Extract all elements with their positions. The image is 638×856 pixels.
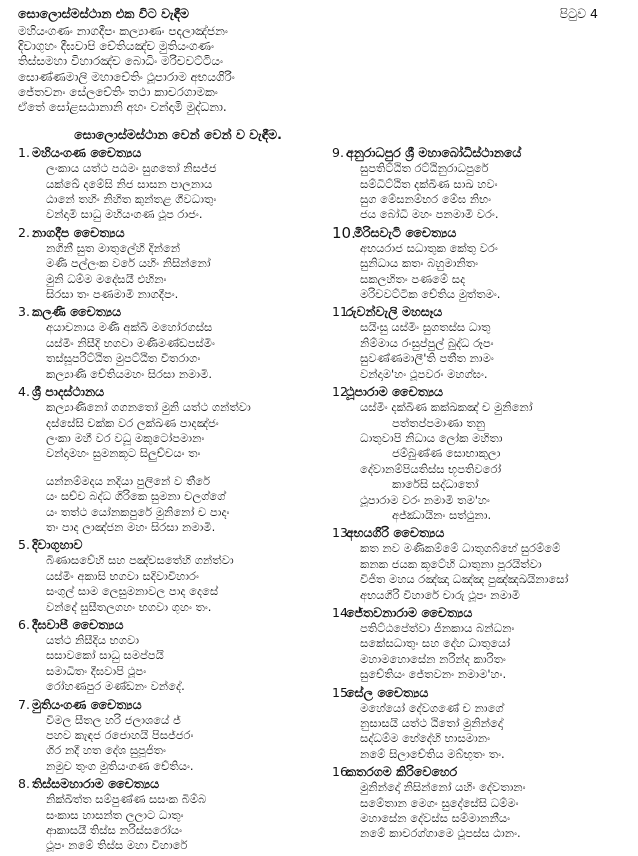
verse-line: යං සච්ච බද්ධ ගිරිකෙ සුමනා චලග්ගේ — [46, 489, 226, 504]
verse-line: යං තත්ථ යෝනකපුරේ මුනිනෝ ච පාදං — [46, 504, 230, 519]
temple-heading — [332, 525, 624, 541]
temple-number: 16. — [332, 764, 352, 780]
temple-entry — [332, 605, 624, 683]
temple-number: 4. — [18, 384, 30, 400]
verse-line: සසාවකෝ සාධු සමප්පයි — [46, 648, 164, 663]
verse-line: අභයරාජ සධාතුක කේතු වරං — [360, 240, 498, 255]
verse-line: කාරේසි සද්ධාතෝ — [392, 477, 479, 492]
verse-line: සමාධිතං දීඝවාපි ථූපං — [46, 663, 147, 678]
temple-number: 1. — [18, 145, 30, 161]
temple-heading — [18, 384, 326, 400]
temple-number: 10. — [332, 223, 356, 242]
two-column-body — [18, 145, 624, 856]
verse-line: ථූපාරාම වරං නමාමි තම'හං — [360, 492, 490, 507]
verse-line: සංකාස හාසන්ත ලලාට ධාතුං — [46, 807, 184, 822]
verse-line: පහව කැඳජ රජොහයි පිසජ්ජරං — [46, 728, 194, 742]
verse-line: ජම්බුණ්ණ සොභාකුලා — [392, 446, 501, 461]
temple-name: තිස්සමහාරාම චෛත්‍යය — [32, 776, 160, 792]
verse-line: අජ්ඣායිනං සත්ථුනා. — [392, 507, 492, 522]
temple-number: 14. — [332, 604, 352, 620]
temple-heading — [18, 537, 326, 553]
verse-line: මහේයෝ දේවගණේ ච නාගේ — [360, 700, 504, 715]
temple-heading — [18, 697, 326, 713]
temple-entry — [18, 617, 326, 695]
verse-line: ගිර නදී හත දේශ සුපූජිතං — [46, 743, 166, 758]
verse-line: යස්මිං අකාසි භගවා සදිවාවිහාරං — [46, 568, 199, 583]
verse-line: ලංකා මහී වර වධූ මකුටෝපමානං — [46, 430, 205, 445]
verse-line: නිම්මාය රංසුප්පුල් බුද්ධ රූපං — [360, 335, 494, 350]
temple-entry — [332, 685, 624, 763]
temple-entry — [18, 776, 326, 854]
intro-line: දිවාගුහං දීඝවාපි චේතියඤ්ච මුතියංගණං — [18, 39, 215, 54]
verse-line: නික්ඛිත්ත සම්පුණ්ණ සසංක බිම්බ — [46, 792, 207, 807]
verse-line: තං පාද ලාඤ්ජන මහං සිරසා නමාමි. — [46, 519, 216, 534]
temple-heading — [18, 225, 326, 241]
intro-line: මහියංගණං නාගදීපං කල්‍යාණං පදලාඤ්ජනං — [18, 24, 228, 38]
verse-line: සුනිධාය කතං බහුමානිතං — [360, 256, 479, 271]
temple-entry — [18, 697, 326, 775]
verse-line: අභයගිරි විහාරේ චාරු ථූපං නමාමි — [360, 587, 520, 602]
verse-line: යත්ථ නිසීදිය භගවා — [46, 632, 140, 647]
temple-entry — [18, 384, 326, 535]
verse-line: ඨානේ තහිං නිහිත කුන්තළ ගීවධාතුං — [46, 192, 217, 207]
verse-line: ජය බෝධි මහං පනමාමි වරං. — [360, 207, 499, 222]
verse-line: යස්මිං දක්ඛිණ කක්ඛකඤ් ච මුනිනෝ — [360, 400, 533, 415]
intro-line: ජේතවනං සේලචේතිං තථා කාචරගාමකං — [18, 84, 218, 99]
temple-entry — [332, 384, 624, 523]
verse-line: පත්තප්පමාණා තනු — [392, 415, 486, 430]
temple-number: 7. — [18, 696, 30, 712]
verse-line: විජිත මහය රඤ්ඤා ධඤ්ඤ පුඤ්ඤඛයිනාසෝ — [360, 572, 569, 587]
verse-line: මුනි ධම්ම මදේසයී එහිනං — [46, 271, 167, 286]
temple-name: ථූපාරාම චෛත්‍යය — [346, 384, 444, 400]
temple-name: නාගදීප චෛත්‍යය — [32, 224, 125, 240]
temple-number: 6. — [18, 616, 30, 632]
verse-line: තස්සූපරිට්ඨිත මුපට්ඨිත වීතරාගං — [46, 351, 201, 366]
verse-line: කනක ජයක කූටේහි ධාතුනා පූරයිත්වා — [360, 556, 542, 571]
temple-entry — [332, 525, 624, 603]
temple-name: මිරිසවැටි චෛත්‍යය — [354, 224, 457, 240]
intro-line: තිස්සමහා විහාරඤ්ච බොධිං මරිචවට්ටියං — [18, 54, 224, 69]
temple-entry — [332, 304, 624, 382]
temple-number: 8. — [18, 776, 30, 792]
temple-heading — [332, 304, 624, 320]
temple-name: අනුරාධපුර ශ්‍රී මහාබෝධිස්ථානයේ — [346, 145, 522, 161]
temple-heading — [18, 617, 326, 633]
temple-number: 3. — [18, 304, 30, 320]
temple-entry — [332, 225, 624, 303]
verse-line: සුවණ්ණමාලී'ති පතීත නාමං — [360, 351, 494, 366]
verse-line: අයාචනාය මණි අක්ඛි මහෝරගස්ස — [46, 320, 213, 335]
temple-name: දිවාගුහාව — [32, 537, 83, 553]
temple-heading — [332, 145, 624, 161]
temple-heading — [332, 384, 624, 400]
temple-name: ශ්‍රී පාදස්ථානය — [32, 384, 105, 400]
verse-line: මහාසේන දේවස්ස සම්මානනීයං — [360, 811, 511, 826]
verse-line: සයිංසු යස්මිං සුගතස්ස ධාතු — [360, 320, 491, 335]
temple-entry — [18, 537, 326, 615]
verse-line: සිරසා තං පණමාමි නාගදීපං. — [46, 287, 179, 302]
verse-line: නගිනී සුත මාතුලේහි දින්නේ — [46, 240, 181, 255]
verse-line: වන්දේ සුසීතලගහං භගවා ගුහං තං. — [46, 599, 212, 614]
stanza-gap — [18, 462, 326, 474]
verse-line: මරිචවට්ටික චේතිය මුත්තමං. — [360, 287, 501, 302]
verse-line: යස්මිං නිසීදි භගවා මණිමණ්ඩපස්මිං — [46, 335, 215, 350]
temple-heading — [332, 225, 624, 241]
temple-name: මුතියංගණ චෛත්‍යය — [32, 696, 142, 712]
verse-line: යක්ඛේ දමේසි නිජ සාසන පාලනාය — [46, 176, 213, 191]
verse-line: සංගුල් සාම ලෙසුමනාවල පාද දෙසේ — [46, 584, 219, 599]
verse-line: වන්දාමහං සුමනකූට සිලුච්චයං තං — [46, 446, 201, 461]
temple-name: ජේතවනාරාම චෛත්‍යය — [346, 604, 473, 620]
temple-heading — [18, 776, 326, 792]
temple-number: 5. — [18, 537, 30, 553]
temple-entry — [332, 764, 624, 842]
verse-line: සකේසධාතුං සහ දේහ ධාතුයෝ — [360, 636, 511, 651]
temple-heading — [18, 304, 326, 320]
verse-line: සුචේතියං ජේතවනං නමාම'හං. — [360, 667, 507, 682]
temple-name: සේල චෛත්‍යය — [346, 684, 429, 700]
verse-line: ආකාසයී තිස්ස නරිස්සරෝයං — [46, 823, 183, 838]
verse-line: කල්‍යාණිනෝ ගගනතෝ මුනි යත්ථ ගන්ත්වා — [46, 400, 251, 415]
verse-line: ථූපං නමේ තිස්ස මහා විහාරේ — [46, 838, 188, 853]
verse-line: වන්දාම'හං ථූපවරං මහග්ඝං. — [360, 366, 488, 381]
temple-heading — [18, 145, 326, 161]
temple-name: අභයගිරි චෛත්‍යය — [346, 525, 445, 541]
temple-heading — [332, 764, 624, 780]
temple-heading — [332, 605, 624, 621]
temple-name: දීඝවාපී චෛත්‍යය — [32, 616, 124, 632]
temple-number: 9. — [332, 145, 344, 161]
temple-number: 15. — [332, 684, 352, 700]
temple-entry — [332, 145, 624, 223]
verse-line: කත නව මණිකම්මේ ධාතුගබ්භේ සුරම්මේ — [360, 541, 561, 556]
verse-line: දේවානම්පියතිස්ස භූපතිවරෝ — [360, 461, 502, 476]
temple-number: 2. — [18, 224, 30, 240]
verse-line: නුසාසයි යත්ථ ඨිතෝ මුනින්දෝ — [360, 716, 503, 730]
page-title: සොලොස්මස්ථාන එක විට වැඳීම — [18, 6, 189, 21]
verse-line: කල්‍යාණි චේතියමහං සිරසා නමාමි. — [46, 366, 213, 381]
left-column — [18, 145, 326, 856]
verse-line: නමේ සිලාචේතිය මබ්භුතං තං. — [360, 746, 505, 761]
verse-line: වන්දාමි සාධු මහියංගණ ථූප රාජං. — [46, 207, 203, 222]
verse-line: ධාතුවාපි නිධාය ලෝක මහිතා — [360, 430, 503, 445]
verse-line: මණි පල්ලංක වරේ යහිං නිසින්නෝ — [46, 256, 211, 271]
page-header — [18, 6, 624, 22]
right-column — [332, 145, 624, 856]
verse-line: විමල සීතල හරි ජලාශයේ ජ් — [46, 712, 181, 727]
verse-line: සමේතාන මෙගං සුදේසේසි ධම්මං — [360, 795, 519, 810]
temple-heading — [332, 685, 624, 701]
verse-line: නමුච තුංග මුතියංගණ චේතියං. — [46, 758, 194, 773]
intro-line: ඒතේ සෝළසඨානානි අහං වන්දාමි මුද්ධනා. — [18, 100, 227, 115]
temple-number: 11. — [332, 304, 352, 320]
verse-line: මුනින්දෝ නිසින්නෝ යහිං දේවතානං — [360, 780, 526, 795]
temple-number: 12. — [332, 384, 352, 400]
section-subtitle: සොලොස්මස්ථාන වෙන් වෙන් ව වැඳීම. — [74, 127, 282, 143]
page-number: පිටුව 4 — [559, 6, 598, 21]
temple-number: 13. — [332, 525, 352, 541]
verse-line: රෝහණපුර මණ්ඩනං වන්දේ. — [46, 679, 185, 694]
temple-entry — [18, 304, 326, 382]
temple-name: කලණි චෛත්‍යය — [32, 304, 122, 320]
intro-verse — [18, 24, 624, 115]
verse-line: බිණාසවේහි සහ පඤ්චසතේහි ගන්ත්වා — [46, 553, 234, 568]
verse-line: සම්ධිට්ඨිත දක්ඛිණ සාඛ හවං — [360, 176, 498, 191]
temple-name: මහියංගණ චෛත්‍යය — [32, 145, 142, 161]
verse-line: සුග මේසනම්භර මේඝ නිභං — [360, 192, 492, 207]
temple-name: කතරගම කිරිවෙහෙර — [346, 764, 458, 780]
temple-entry — [18, 225, 326, 303]
verse-line: සද්ධම්ම භේදේහි භාසමානං — [360, 731, 491, 746]
verse-line: සකලහිතං පණමේ සද — [360, 271, 466, 286]
intro-line: සොණ්ණමාලි මහාචේතිං ථූපාරාම අභයගිරිං — [18, 69, 235, 84]
verse-line: මහාමහොසේන නරින්ද කාරිතං — [360, 651, 506, 666]
verse-line: නමේ කාචරග්ගාමෙ ථූපස්ස ඨානං. — [360, 826, 521, 841]
verse-line: පතිට්ඨපේත්වා ජිනකාය බන්ධනං — [360, 620, 515, 635]
verse-line: ලංකාය යත්ථ පඨමං සුගතෝ නිසජ්ජ — [46, 161, 217, 176]
verse-line: යන්නම්මදය නදියා පුලිනේ ව තීරේ — [46, 473, 211, 488]
temple-entry — [18, 145, 326, 223]
verse-line: දස්සේසි චක්ක වර ලක්ඛණ පාදඤ්ජං — [46, 415, 219, 430]
temple-name: රුවන්වැලි මහසෑය — [346, 304, 443, 320]
verse-line: සුපතිට්ඨිත රට්ඨිනුරාධපුරේ — [360, 161, 489, 176]
